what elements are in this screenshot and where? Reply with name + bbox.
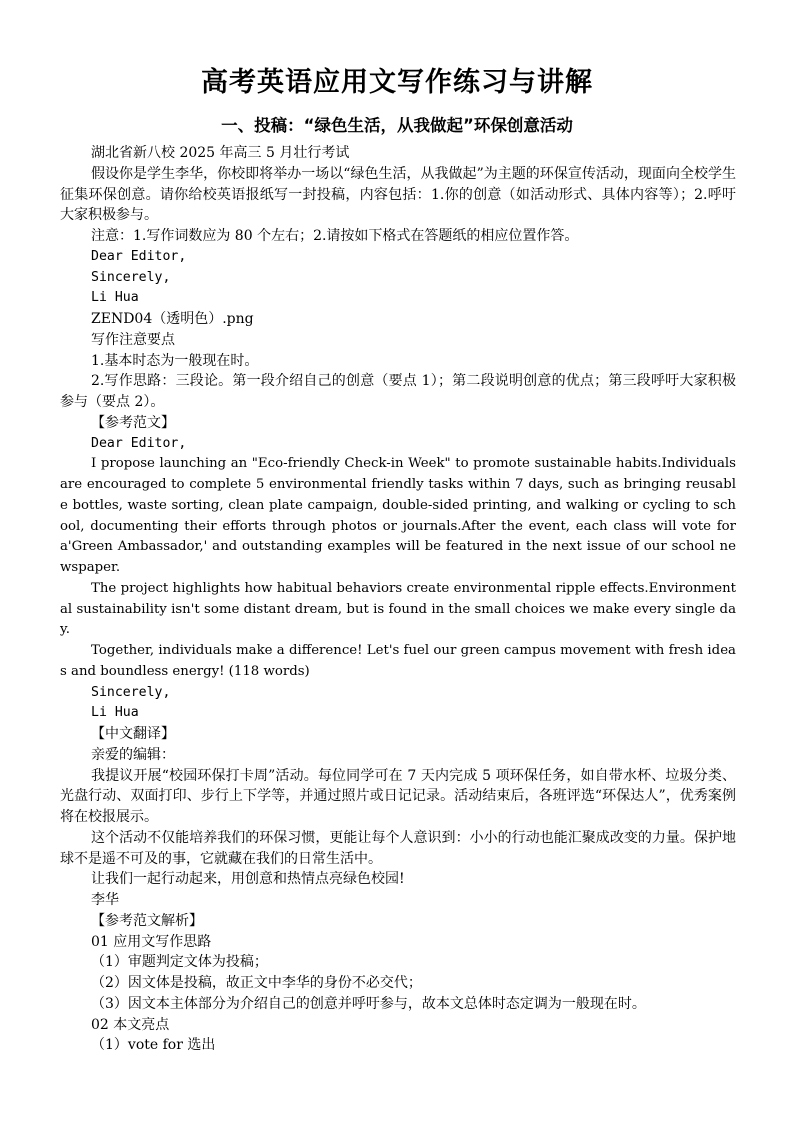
analysis-point-1: （1）审题判定文体为投稿； — [91, 954, 268, 971]
essay-paragraph-3: Together, individuals make a difference! Let's fuel our green campus movement with fresh ideas and boundless energy! (118 words) — [60, 643, 736, 679]
translation-signature: 李华 — [91, 892, 119, 908]
document-title: 高考英语应用文写作练习与讲解 — [201, 67, 593, 98]
essay-signature: Li Hua — [91, 705, 139, 721]
translation-heading: 【中文翻译】 — [91, 726, 175, 742]
translation-paragraph-1: 我提议开展“校园环保打卡周”活动。每位同学可在 7 天内完成 5 项环保任务，如自带水杯、垃圾分类、光盘行动、双面打印、步行上下学等，并通过照片或日记记录。活动结束后，各班评选“环保达人”，优秀案例将在校报展示。 — [60, 767, 736, 825]
analysis-point-3: （3）因文本主体部分为介绍自己的创意并呼吁参与，故本文总体时态定调为一般现在时。 — [91, 995, 646, 1012]
letter-salutation: Dear Editor, — [91, 248, 187, 264]
task-note: 注意：1.写作词数应为 80 个左右；2.请按如下格式在答题纸的相应位置作答。 — [91, 228, 579, 244]
essay-closing: Sincerely, — [91, 684, 171, 700]
exam-source: 湖北省新八校 2025 年高三 5 月壮行考试 — [91, 145, 350, 161]
translation-paragraph-3: 让我们一起行动起来，用创意和热情点亮绿色校园! — [91, 871, 405, 888]
model-essay-heading: 【参考范文】 — [91, 414, 175, 431]
essay-paragraph-1: I propose launching an "Eco-friendly Check-in Week" to promote sustainable habits.Individuals are encouraged to complete 5 environmental friendly tasks within 7 days, such as bringing reusable bottles, waste sorting, clean plate campaign, double-sided printing, and walking or cycling to school, documenting their efforts through photos or journals.After the event, each class will vote for a'Green Ambassador,' and outstanding examples will be featured in the next issue of our school newspaper. — [60, 456, 736, 575]
essay-paragraph-2: The project highlights how habitual behaviors create environmental ripple effects.Environmental sustainability isn't some distant dream, but is found in the small choices we make every single day. — [60, 580, 736, 638]
letter-signature: Li Hua — [91, 290, 139, 306]
image-filename-text: ZEND04（透明色）.png — [91, 311, 254, 327]
writing-points-heading: 写作注意要点 — [91, 331, 175, 348]
essay-salutation: Dear Editor, — [91, 435, 187, 451]
letter-closing: Sincerely, — [91, 269, 171, 285]
writing-point-1: 1.基本时态为一般现在时。 — [91, 352, 259, 369]
section-heading: 一、投稿：“绿色生活，从我做起”环保创意活动 — [221, 116, 573, 135]
analysis-heading: 【参考范文解析】 — [91, 912, 203, 929]
analysis-point-2: （2）因文体是投稿，故正文中李华的身份不必交代； — [91, 975, 422, 991]
task-prompt: 假设你是学生李华，你校即将举办一场以“绿色生活，从我做起”为主题的环保宣传活动，现面向全校学生征集环保创意。请你给校英语报纸写一封投稿，内容包括：1.你的创意（如活动形式、具体内容等）；2.呼吁大家积极参与。 — [60, 165, 736, 224]
analysis-subheading-2: 02 本文亮点 — [91, 1016, 170, 1033]
translation-paragraph-2: 这个活动不仅能培养我们的环保习惯，更能让每个人意识到：小小的行动也能汇聚成改变的力量。保护地球不是遥不可及的事，它就藏在我们的日常生活中。 — [60, 829, 736, 867]
highlight-item-1: （1）vote for 选出 — [91, 1037, 216, 1054]
document-body — [60, 143, 736, 1056]
writing-point-2: 2.写作思路：三段论。第一段介绍自己的创意（要点 1）；第二段说明创意的优点；第三段呼吁大家积极参与（要点 2）。 — [60, 373, 736, 410]
analysis-subheading-1: 01 应用文写作思路 — [91, 933, 212, 950]
translation-salutation: 亲爱的编辑： — [91, 746, 175, 763]
